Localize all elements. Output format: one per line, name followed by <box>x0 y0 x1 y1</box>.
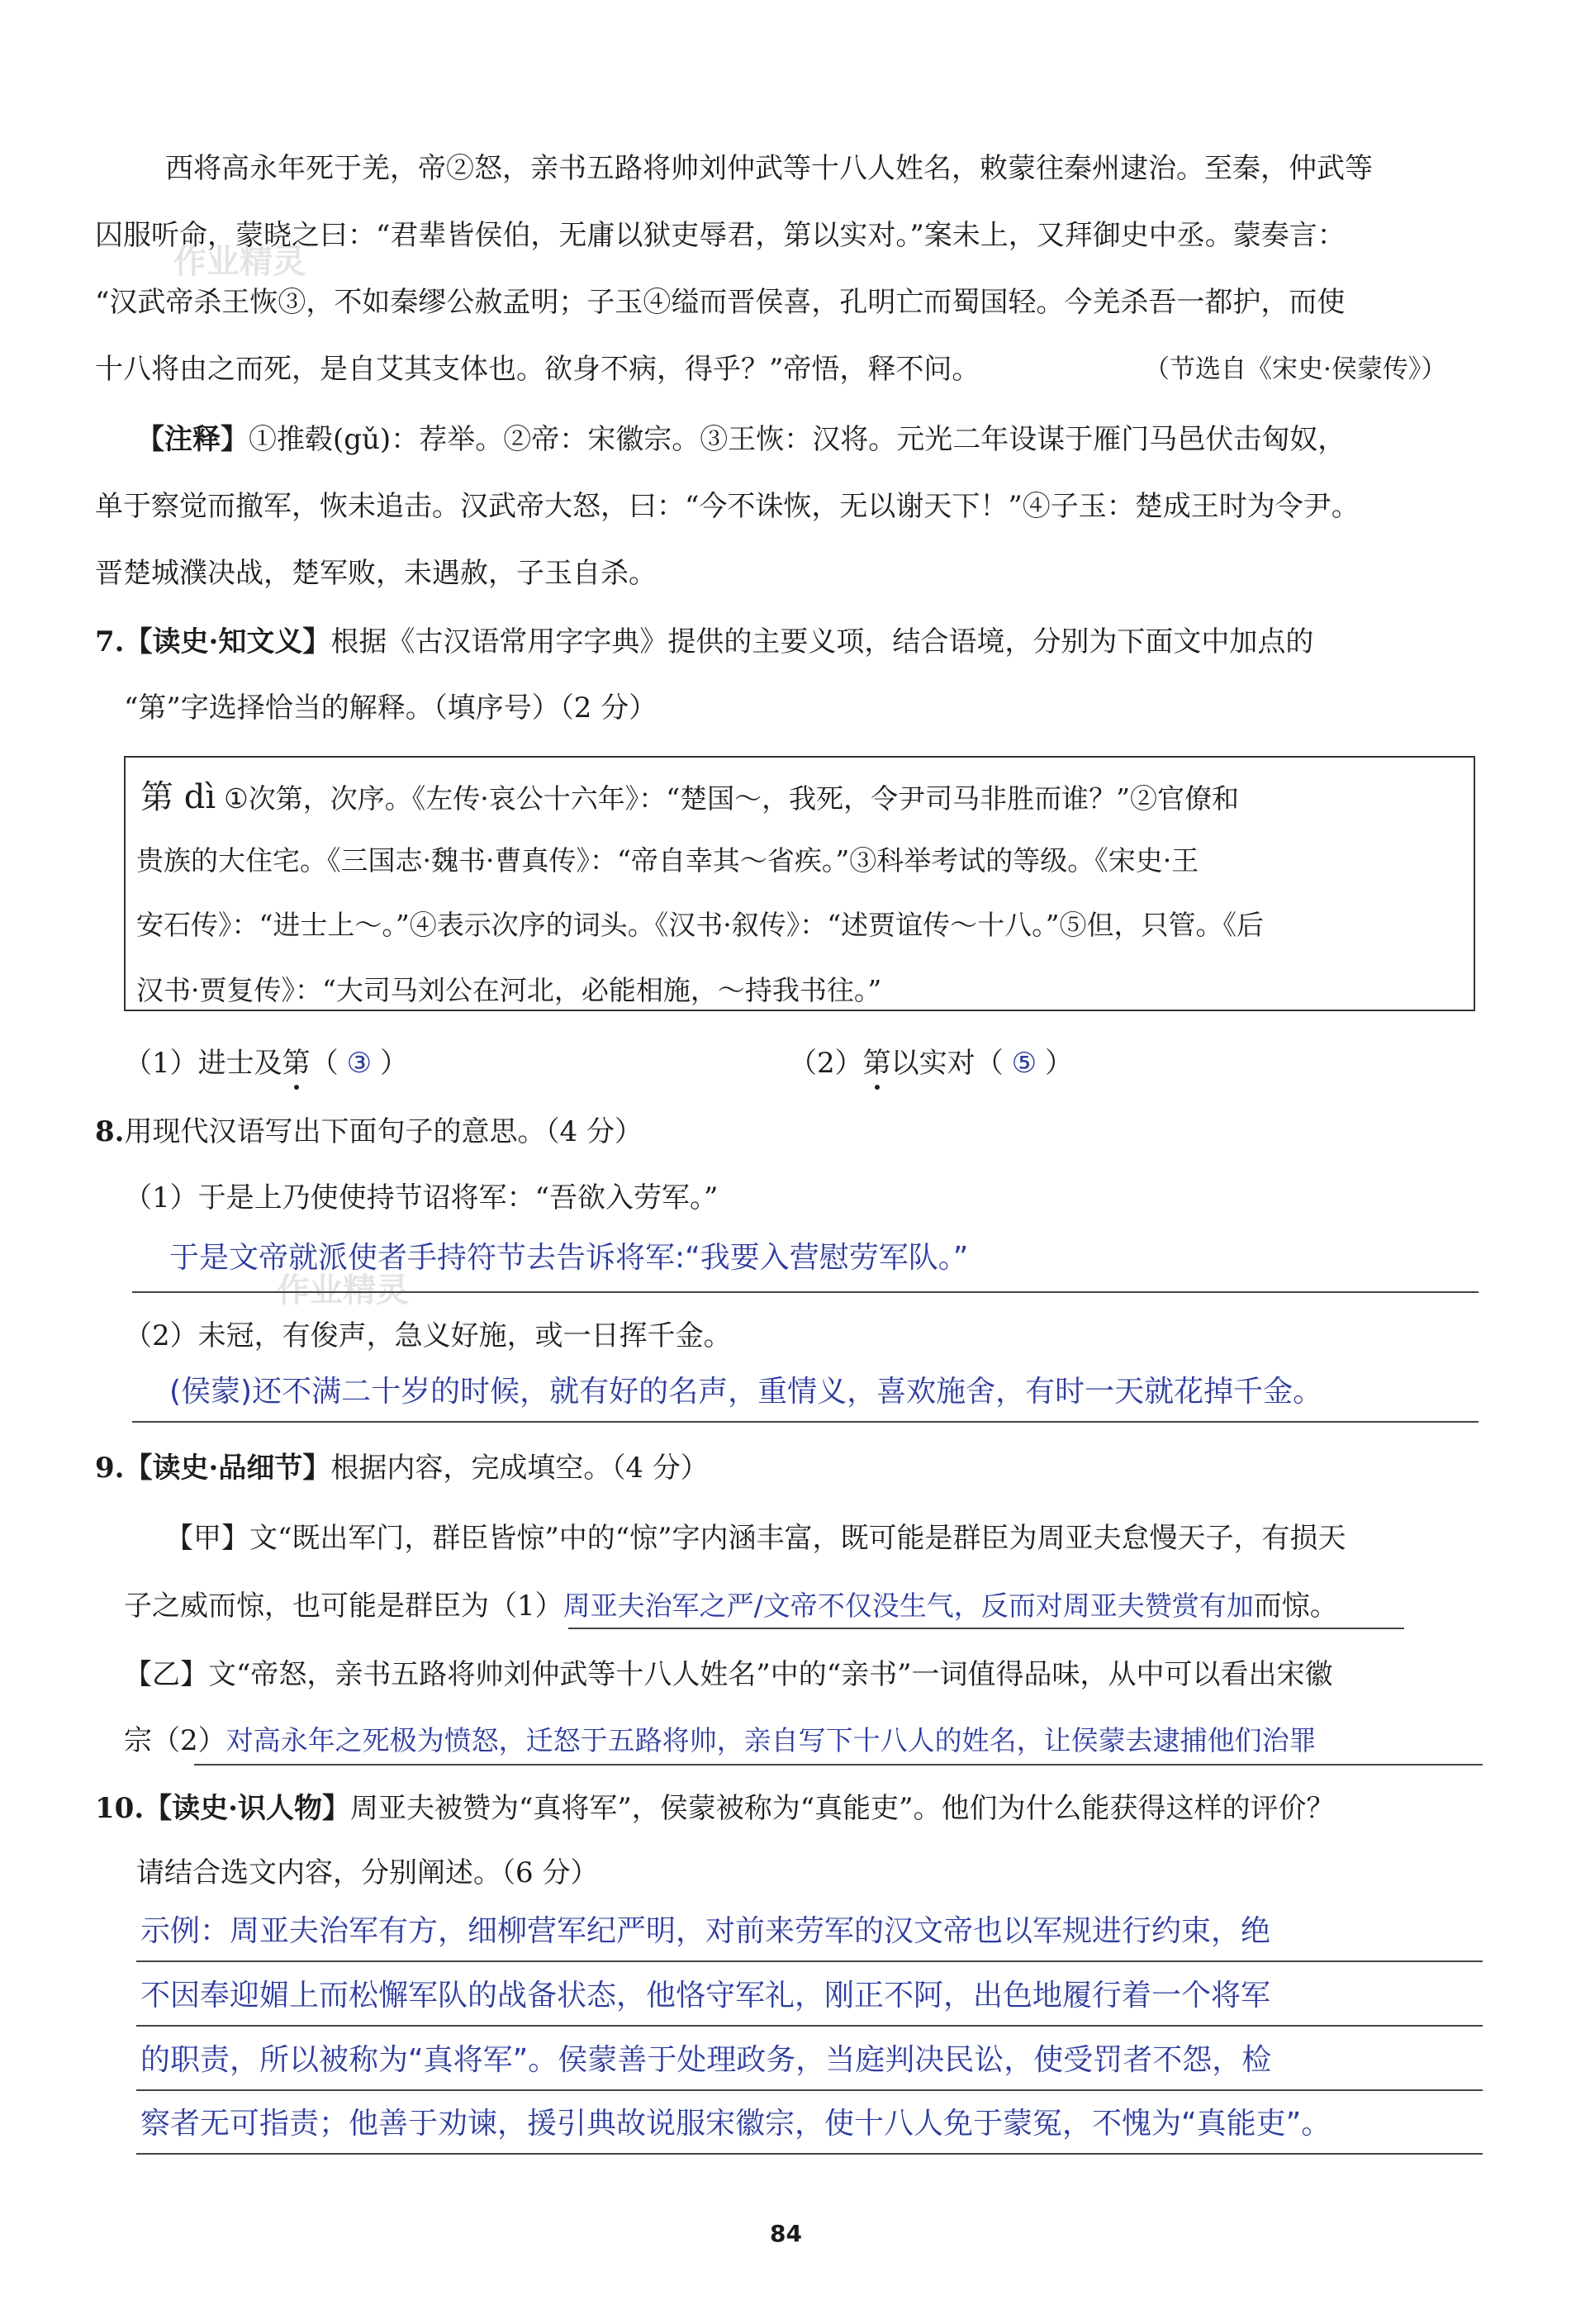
q8-number: 8. <box>95 1115 125 1148</box>
q10-text-1: 周亚夫被赞为“真将军”，侯蒙被称为“真能吏”。他们为什么能获得这样的评价？ <box>350 1792 1335 1825</box>
dictionary-text-1: ①次第，次序。《左传·哀公十六年》：“楚国～，我死，令尹司马非胜而谁？”②官僚和 <box>224 782 1239 815</box>
dictionary-headword: 第 dì <box>140 778 216 816</box>
answer-line <box>132 1421 1479 1423</box>
q7-stem-line-2: “第”字选择恰当的解释。（填序号）（2 分） <box>124 691 657 725</box>
notes-line-3: 晋楚城濮决战，楚军败，未遇赦，子玉自杀。 <box>95 557 657 590</box>
answer-line <box>568 1628 1404 1629</box>
q8-answer-2: (侯蒙)还不满二十岁的时候，就有好的名声，重情义，喜欢施舍，有时一天就花掉千金。 <box>169 1375 1323 1409</box>
q7-item-2-text-post: 以实对（ <box>890 1047 1004 1080</box>
q9-tag: 【读史·品细节】 <box>124 1452 331 1485</box>
notes-text-1: ①推毂(gǔ)：荐举。②帝：宋徽宗。③王恢：汉将。元光二年设谋于雁门马邑伏击匈奴， <box>249 423 1346 456</box>
q10-answer-line-1: 示例：周亚夫治军有方，细柳营军纪严明，对前来劳军的汉文帝也以军规进行约束，绝 <box>140 1914 1271 1948</box>
q7-item-1 <box>124 1047 409 1080</box>
dictionary-line-1 <box>140 778 1239 816</box>
q7-number: 7. <box>95 625 125 658</box>
q10-answer-line-4: 察者无可指责；他善于劝谏，援引典故说服宋徽宗，使十八人免于蒙冤，不愧为“真能吏”。 <box>140 2107 1332 2141</box>
notes-label: 【注释】 <box>136 423 249 456</box>
q10-stem-line-2: 请结合选文内容，分别阐述。（6 分） <box>136 1856 599 1889</box>
q7-item-1-paren-open: （ <box>310 1047 339 1080</box>
answer-line <box>136 2025 1483 2027</box>
q7-item-1-dotted-char: 第 <box>282 1047 311 1080</box>
dictionary-line-4: 汉书·贾复传》：“大司马刘公在河北，必能相施，～持我书往。” <box>136 974 882 1006</box>
notes-line-2: 单于察觉而撤军，恢未追击。汉武帝大怒，曰：“今不诛恢，无以谢天下！”④子玉：楚成王时为令尹。 <box>95 490 1360 523</box>
q8-answer-1: 于是文帝就派使者手持符节去告诉将军:“我要入营慰劳军队。” <box>169 1241 969 1275</box>
watermark-text: 作业精灵 <box>277 1271 409 1309</box>
q9-blank-1-answer: 周亚夫治军之严/文帝不仅没生气，反而对周亚夫赞赏有加 <box>563 1590 1254 1622</box>
q7-stem-line-1 <box>95 625 1314 658</box>
q8-text: 用现代汉语写出下面句子的意思。（4 分） <box>124 1115 643 1148</box>
q7-text-1: 根据《古汉语常用字字典》提供的主要义项，结合语境，分别为下面文中加点的 <box>330 625 1314 658</box>
q9-para-2-line-2 <box>124 1724 1317 1757</box>
q7-tag: 【读史·知文义】 <box>124 625 331 658</box>
q9-number: 9. <box>95 1452 125 1485</box>
q10-tag: 【读史·识人物】 <box>144 1792 350 1825</box>
q10-stem-line-1 <box>95 1794 1335 1823</box>
answer-line <box>194 1764 1483 1766</box>
q7-item-2 <box>789 1047 1074 1080</box>
q9-para-1-line-1: 【甲】文“既出军门，群臣皆惊”中的“惊”字内涵丰富，既可能是群臣为周亚夫怠慢天子，有损天 <box>165 1522 1346 1555</box>
q9-para-1-line-2 <box>124 1590 1338 1623</box>
passage-source: （节选自《宋史·侯蒙传》） <box>1144 354 1447 384</box>
passage-line-4: 十八将由之而死，是自艾其支体也。欲身不病，得乎？”帝悟，释不问。 <box>95 353 980 386</box>
dictionary-line-2: 贵族的大住宅。《三国志·魏书·曹真传》：“帝自幸其～省疾。”③科举考试的等级。《宋史·王 <box>136 844 1199 877</box>
q7-item-1-paren-close: ） <box>380 1047 409 1080</box>
q8-sentence-1: （1）于是上乃使使持节诏将军：“吾欲入劳军。” <box>124 1181 719 1214</box>
passage-line-1: 西将高永年死于羌，帝②怒，亲书五路将帅刘仲武等十八人姓名，敕蒙往秦州逮治。至秦，仲武等 <box>165 152 1373 185</box>
q8-stem <box>95 1115 643 1148</box>
q10-answer-line-2: 不因奉迎媚上而松懈军队的战备状态，他恪守军礼，刚正不阿，出色地履行着一个将军 <box>140 1979 1271 2013</box>
q10-answer-line-3: 的职责，所以被称为“真将军”。侯蒙善于处理政务，当庭判决民讼，使受罚者不怨，检 <box>140 2043 1272 2077</box>
notes-line-1 <box>136 425 1346 454</box>
q9-para-1-pre: 子之威而惊，也可能是群臣为（1） <box>124 1590 563 1623</box>
dictionary-line-3: 安石传》：“进士上～。”④表示次序的词头。《汉书·叙传》：“述贾谊传～十八。”⑤但，只管。《后 <box>136 909 1264 941</box>
q9-para-2-pre: 宗（2） <box>124 1724 226 1757</box>
q9-stem <box>95 1452 709 1485</box>
passage-line-2: 囚服听命，蒙晓之曰：“君辈皆侯伯，无庸以狱吏辱君，第以实对。”案未上，又拜御史中丞。蒙奏言： <box>95 219 1346 252</box>
q7-item-2-answer: ⑤ <box>1011 1047 1037 1080</box>
passage-line-3: “汉武帝杀王恢③，不如秦缪公赦孟明；子玉④缢而晋侯喜，孔明亡而蜀国轻。今羌杀吾一都护，而使 <box>95 286 1346 319</box>
answer-line <box>132 1291 1479 1293</box>
q7-item-2-text: （2） <box>789 1047 863 1080</box>
watermark-text: 作业精灵 <box>173 243 306 281</box>
q9-para-2-line-1: 【乙】文“帝怒，亲书五路将帅刘仲武等十八人姓名”中的“亲书”一词值得品味，从中可以看出宋徽 <box>124 1658 1333 1691</box>
q9-text: 根据内容，完成填空。（4 分） <box>330 1452 709 1485</box>
q7-item-1-answer: ③ <box>346 1047 373 1080</box>
q10-number: 10. <box>95 1792 145 1825</box>
answer-line <box>136 2153 1483 2155</box>
q7-item-2-dotted-char: 第 <box>862 1047 891 1080</box>
q9-blank-2-answer: 对高永年之死极为愤怒，迁怒于五路将帅，亲自写下十八人的姓名，让侯蒙去逮捕他们治罪 <box>225 1724 1317 1756</box>
page-number: 84 <box>770 2220 802 2247</box>
q7-item-2-paren-close: ） <box>1045 1047 1074 1080</box>
q7-item-1-text: （1）进士及 <box>124 1047 282 1080</box>
answer-line <box>136 2089 1483 2091</box>
q9-para-1-post: 而惊。 <box>1253 1590 1338 1623</box>
q8-sentence-2: （2）未冠，有俊声，急义好施，或一日挥千金。 <box>124 1319 732 1352</box>
answer-line <box>136 1960 1483 1962</box>
